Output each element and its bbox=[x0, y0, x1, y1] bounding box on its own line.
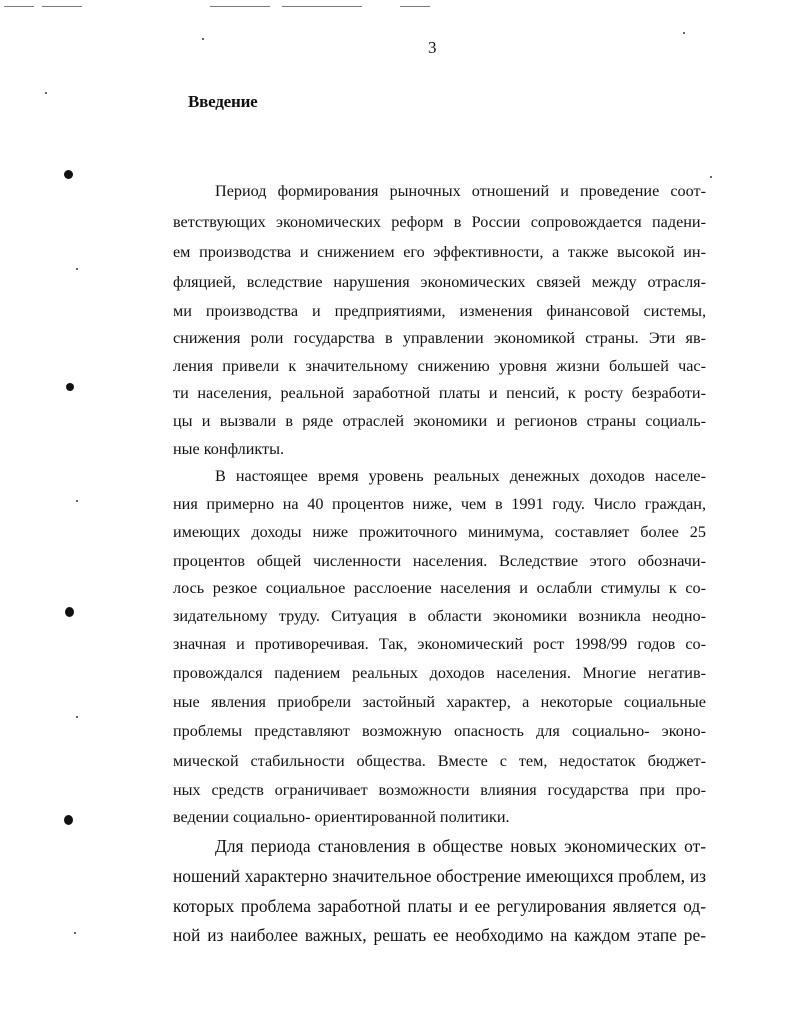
text-line: провождался падением реальных доходов населения. Многие негатив- bbox=[173, 664, 706, 682]
text-line: ти населения, реальной заработной платы и пенсий, к росту безработи- bbox=[173, 384, 706, 402]
scan-artifact-rule bbox=[400, 6, 430, 7]
text-line: ношений характерно значительное обострение имеющихся проблем, из bbox=[173, 866, 706, 886]
scan-artifact-rule bbox=[282, 6, 362, 7]
text-line: Для периода становления в обществе новых экономических от- bbox=[215, 836, 706, 856]
text-line: ем производства и снижением его эффективности, а также высокой ин- bbox=[173, 243, 706, 261]
text-line: зидательному труду. Ситуация в области экономики возникла неодно- bbox=[173, 607, 706, 625]
text-line: В настоящее время уровень реальных денежных доходов населе- bbox=[215, 467, 706, 485]
scan-speck bbox=[202, 38, 204, 40]
binder-hole-mark bbox=[65, 607, 74, 617]
scan-artifact-rule bbox=[210, 6, 270, 7]
text-line: ные конфликты. bbox=[173, 440, 285, 458]
text-line: ведении социально- ориентированной политики. bbox=[173, 808, 510, 826]
binder-hole-mark bbox=[64, 170, 73, 179]
text-line: ной из наиболее важных, решать ее необходимо на каждом этапе ре- bbox=[173, 925, 706, 945]
scan-artifact-rule bbox=[42, 6, 82, 7]
scan-speck bbox=[76, 716, 78, 718]
scan-speck bbox=[76, 500, 78, 502]
text-line: ления привели к значительному снижению уровня жизни большей час- bbox=[173, 357, 706, 375]
text-line: ные явления приобрели застойный характер, а некоторые социальные bbox=[173, 693, 706, 711]
text-line: которых проблема заработной платы и ее регулирования является од- bbox=[173, 896, 706, 916]
page-number: 3 bbox=[428, 38, 437, 57]
scan-speck bbox=[683, 32, 685, 34]
binder-hole-mark bbox=[64, 815, 73, 825]
text-line: значная и противоречивая. Так, экономический рост 1998/99 годов со- bbox=[173, 635, 706, 653]
text-line: лось резкое социальное расслоение населения и ослабли стимулы к со- bbox=[173, 579, 706, 597]
scan-speck bbox=[45, 92, 47, 94]
text-line: ветствующих экономических реформ в России сопровождается падени- bbox=[173, 213, 706, 231]
text-line: имеющих доходы ниже прожиточного минимума, составляет более 25 bbox=[173, 523, 706, 541]
scan-artifact-rule bbox=[4, 6, 34, 7]
section-heading: Введение bbox=[188, 92, 258, 111]
text-line: процентов общей численности населения. Вследствие этого обозначи- bbox=[173, 552, 706, 570]
text-line: ми производства и предприятиями, изменения финансовой системы, bbox=[173, 302, 706, 320]
text-line: ных средств ограничивает возможности влияния государства при про- bbox=[173, 781, 706, 799]
text-line: Период формирования рыночных отношений и проведение соот- bbox=[215, 182, 706, 200]
scan-speck bbox=[74, 932, 76, 934]
text-line: ния примерно на 40 процентов ниже, чем в 1991 году. Число граждан, bbox=[173, 495, 706, 513]
text-line: фляцией, вследствие нарушения экономических связей между отрасля- bbox=[173, 273, 706, 291]
text-line: мической стабильности общества. Вместе с тем, недостаток бюджет- bbox=[173, 752, 706, 770]
text-line: цы и вызвали в ряде отраслей экономики и регионов страны социаль- bbox=[173, 412, 706, 430]
binder-hole-mark bbox=[66, 383, 74, 391]
text-line: снижения роли государства в управлении экономикой страны. Эти яв- bbox=[173, 329, 706, 347]
text-line: проблемы представляют возможную опасность для социально- эконо- bbox=[173, 722, 706, 740]
scan-speck bbox=[76, 268, 78, 270]
scan-speck bbox=[710, 176, 712, 178]
